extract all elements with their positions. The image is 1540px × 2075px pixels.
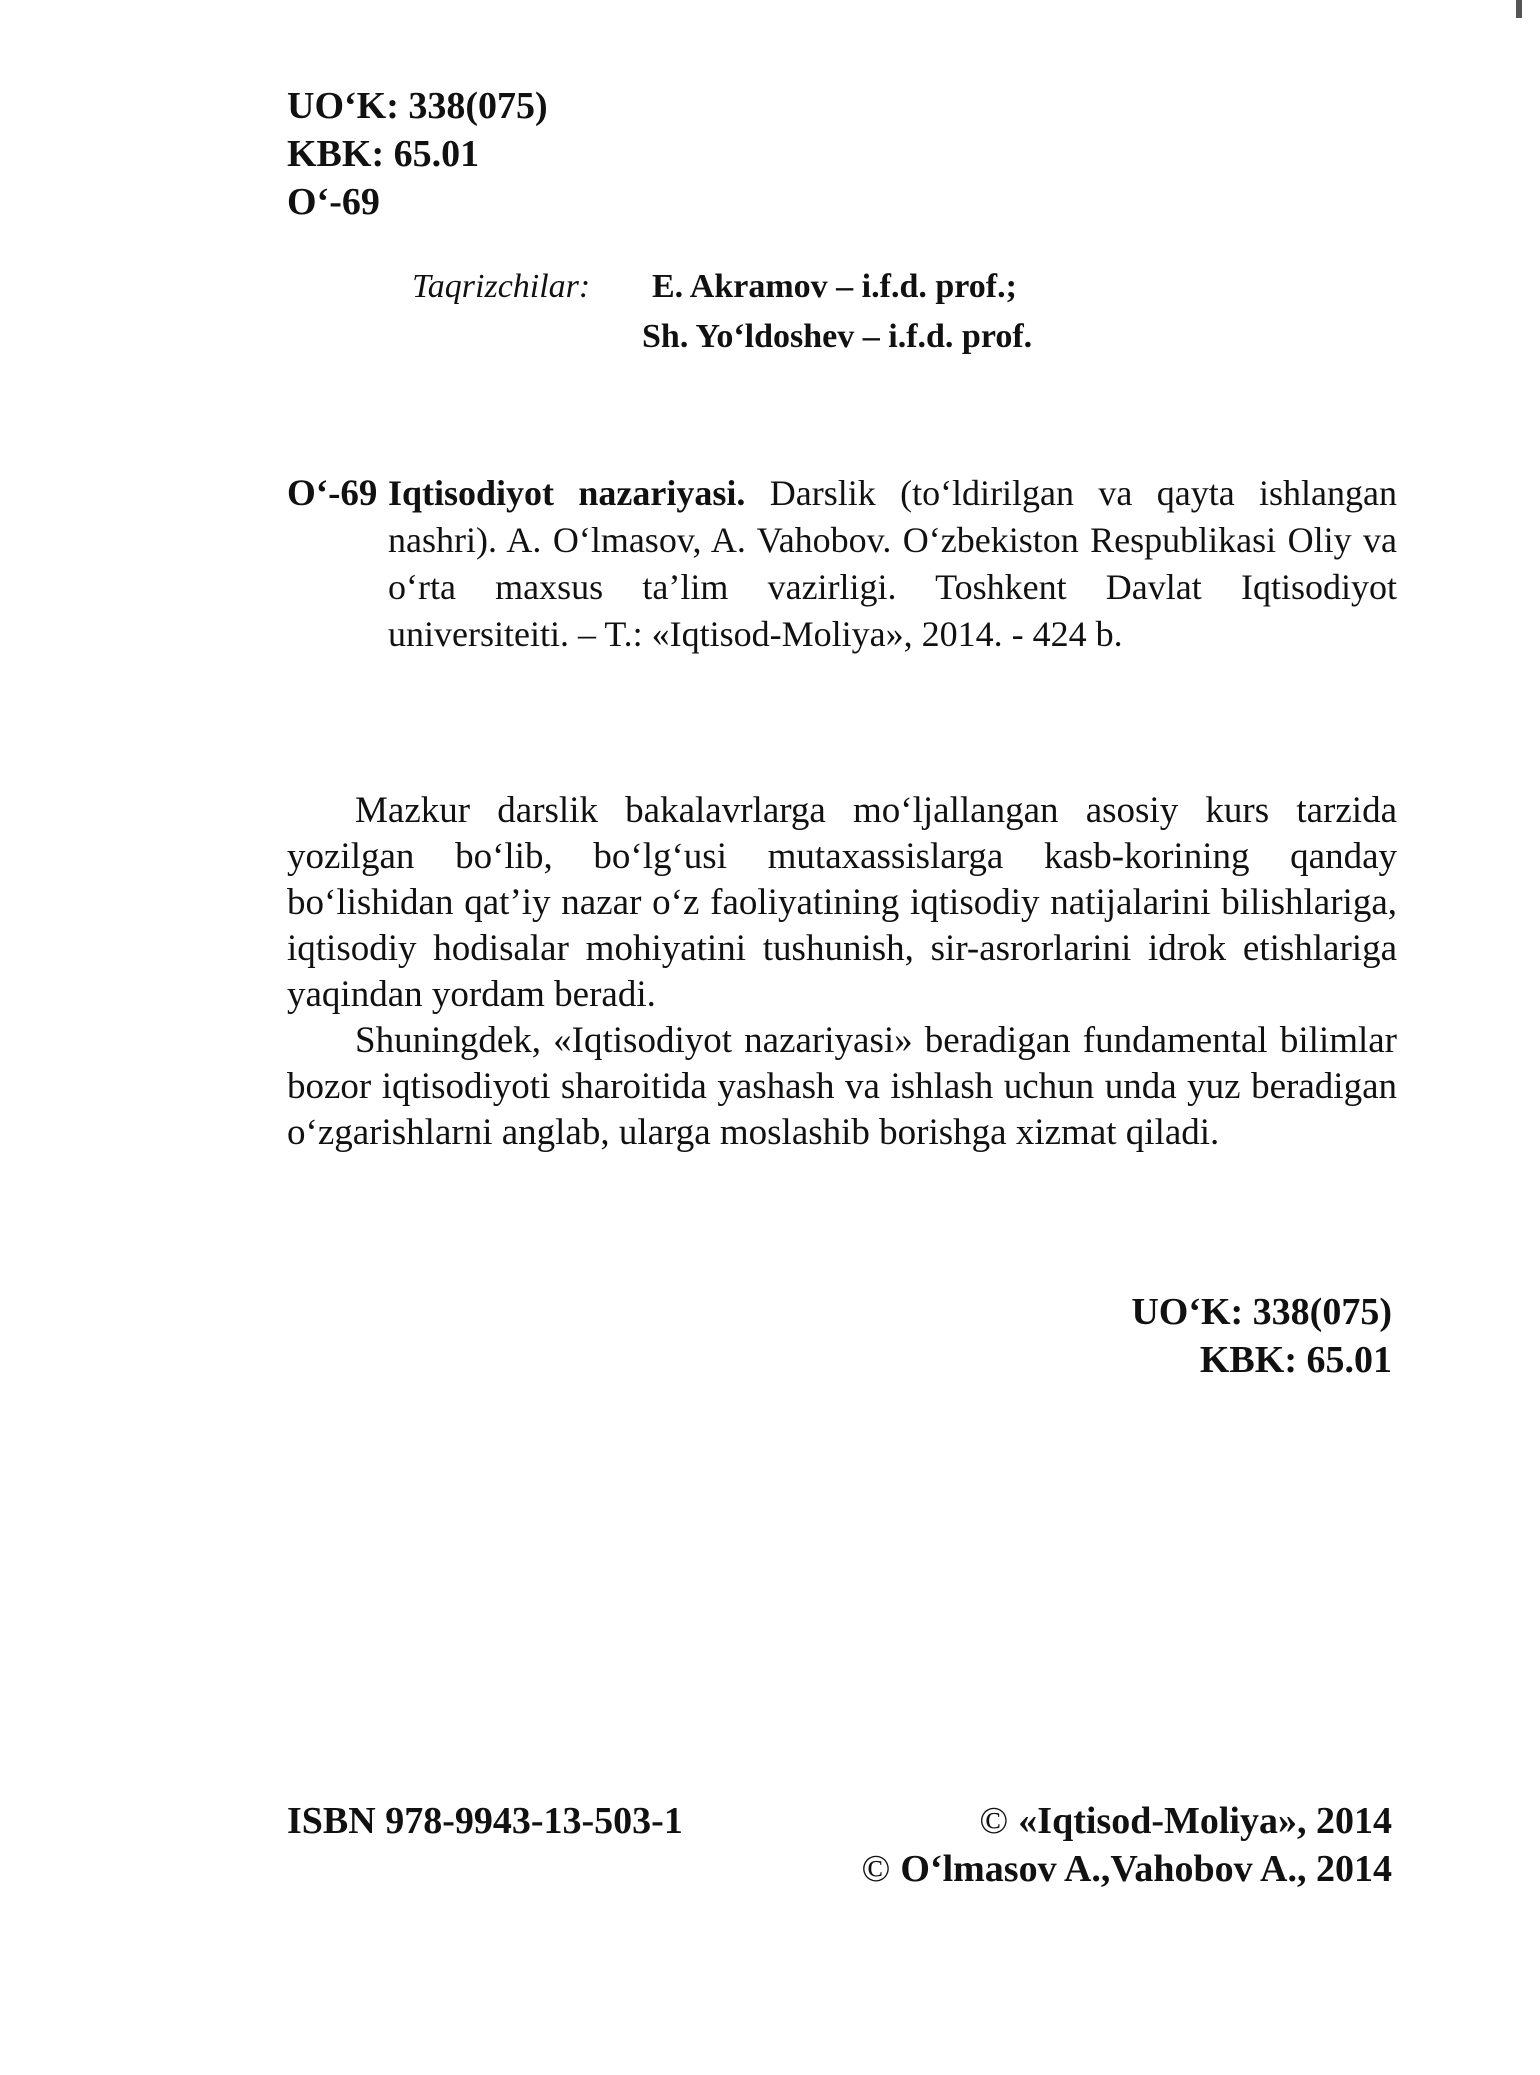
reviewer-2: Sh. Yo‘ldoshev – i.f.d. prof. xyxy=(642,318,1033,355)
copyright-icon: © xyxy=(861,1848,891,1890)
footer-kbk-code: KBK: 65.01 xyxy=(1199,1339,1392,1381)
abstract-paragraph: Mazkur darslik bakalavrlarga mo‘ljallangan asosiy kurs tarzida yozilgan bo‘lib, bo‘lg‘usi mutaxassislarga kasb-korining qanday bo‘lishidan qat’iy nazar o‘z faoliyatining iqtisodiy natijalarini bilishlariga, iqtisodiy hodisalar mohiyatini tushunish, sir-asrorlarini idrok etishlariga yaqindan yordam beradi. xyxy=(287,790,1397,1015)
biblio-description: Darslik (to‘ldirilgan va qayta ishlangan nashri). A. O‘lmasov, A. Vahobov. O‘zbekiston Respublikasi Oliy va o‘rta maxsus ta’lim vazirligi. Toshkent Davlat Iqtisodiyot universiteiti. – T.: «Iqtisod-Moliya», 2014. - 424 b. xyxy=(388,473,1397,654)
isbn: ISBN 978-9943-13-503-1 xyxy=(287,1800,683,1842)
copyright-publisher: «Iqtisod-Moliya», 2014 xyxy=(1018,1800,1392,1842)
reviewers-label: Taqrizchilar: xyxy=(412,268,591,305)
copyright-icon: © xyxy=(979,1800,1009,1842)
copyright-block xyxy=(862,1797,1393,1893)
header-codes xyxy=(287,82,548,226)
abstract xyxy=(287,788,1397,1156)
uok-code: UO‘K: 338(075) xyxy=(287,85,548,127)
reviewer-1: E. Akramov – i.f.d. prof.; xyxy=(652,268,1017,305)
book-title: Iqtisodiyot nazariyasi. xyxy=(388,473,746,513)
abstract-paragraph: Shuningdek, «Iqtisodiyot nazariyasi» beradigan fundamental bilimlar bozor iqtisodiyoti sharoitida yashash va ishlash uchun unda yuz beradigan o‘zgarishlarni anglab, ularga moslashib borishga xizmat qiladi. xyxy=(287,1020,1397,1153)
footer-codes xyxy=(1131,1288,1392,1384)
copyright-authors: O‘lmasov A.,Vahobov A., 2014 xyxy=(900,1848,1392,1890)
reviewers-block xyxy=(412,262,1032,362)
biblio-code: O‘-69 xyxy=(287,473,378,514)
scan-mark xyxy=(1516,0,1522,18)
footer-uok-code: UO‘K: 338(075) xyxy=(1131,1291,1392,1333)
kbk-code: KBK: 65.01 xyxy=(287,133,480,175)
author-code: O‘-69 xyxy=(287,181,380,223)
bibliographic-entry xyxy=(287,470,1397,658)
